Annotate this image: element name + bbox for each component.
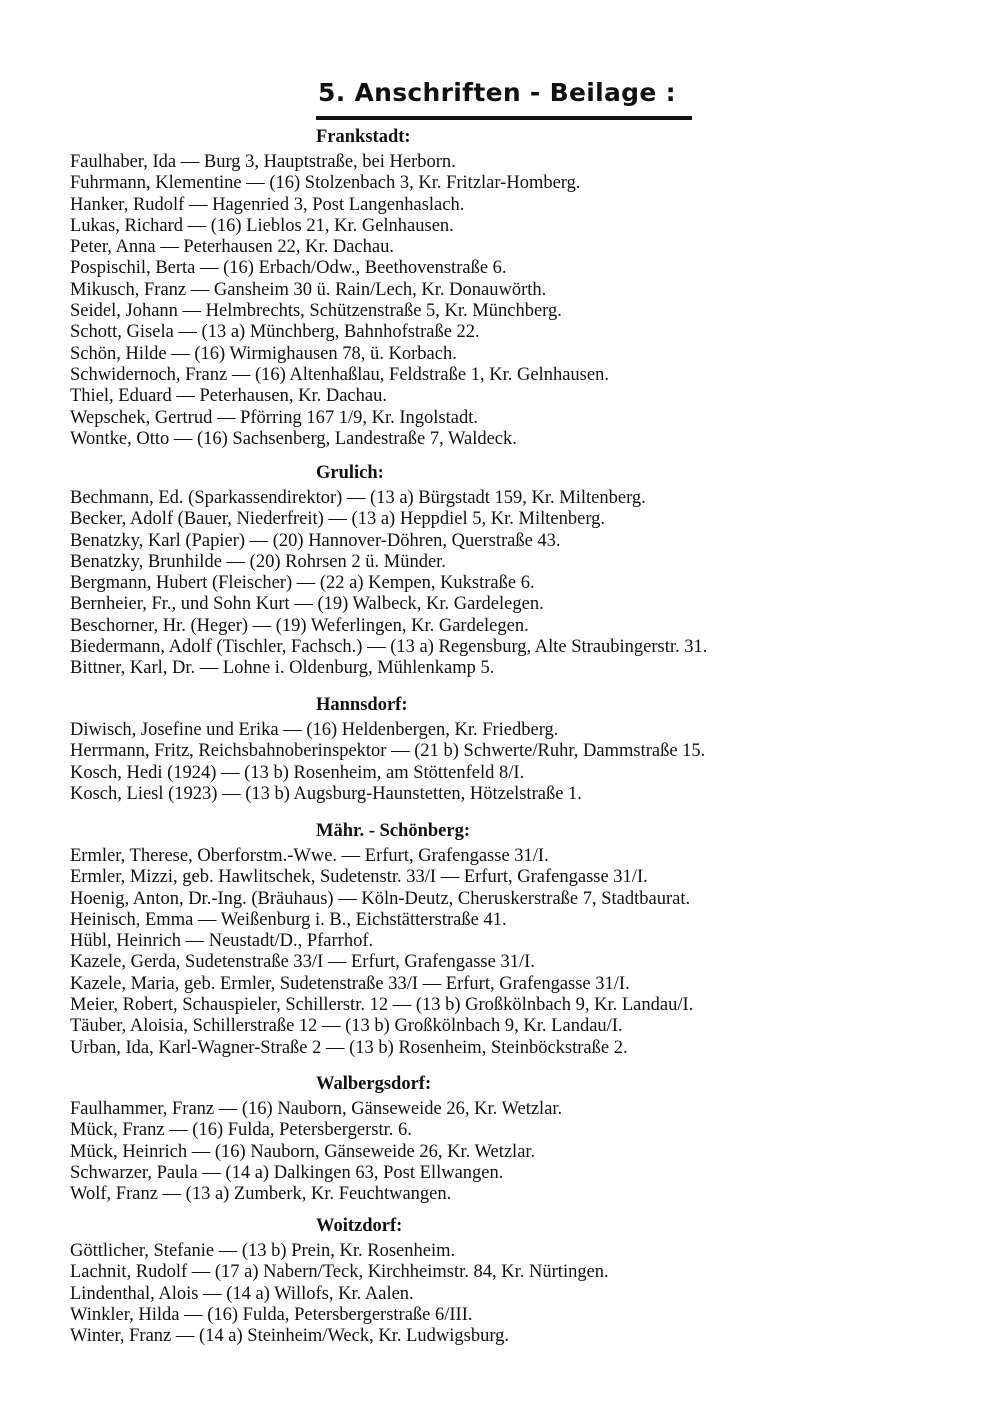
section-heading: Hannsdorf: [316, 695, 408, 715]
address-entry: Bechmann, Ed. (Sparkassendirektor) — (13 a) Bürgstadt 159, Kr. Miltenberg. [70, 488, 646, 508]
section-heading: Grulich: [316, 463, 384, 483]
address-entry: Hanker, Rudolf — Hagenried 3, Post Langenhaslach. [70, 194, 465, 215]
address-entry: Beschorner, Hr. (Heger) — (19) Weferlingen, Kr. Gardelegen. [70, 615, 529, 636]
section-heading: Walbergsdorf: [316, 1074, 432, 1094]
address-entry: Bittner, Karl, Dr. — Lohne i. Oldenburg, Mühlenkamp 5. [70, 658, 495, 679]
address-entry: Lukas, Richard — (16) Lieblos 21, Kr. Gelnhausen. [70, 215, 454, 236]
address-entry: Benatzky, Brunhilde — (20) Rohrsen 2 ü. Münder. [70, 551, 446, 572]
address-entry: Fuhrmann, Klementine — (16) Stolzenbach 3, Kr. Fritzlar-Homberg. [70, 173, 581, 194]
section-walbergsdorf [70, 1073, 970, 1205]
section-maehr-schoenberg [70, 820, 970, 1059]
address-entry: Schwidernoch, Franz — (16) Altenhaßlau, Feldstraße 1, Kr. Gelnhausen. [70, 364, 609, 385]
address-entry: Mück, Heinrich — (16) Nauborn, Gänseweide 26, Kr. Wetzlar. [70, 1141, 536, 1162]
address-entry: Ermler, Therese, Oberforstm.-Wwe. — Erfurt, Grafengasse 31/I. [70, 846, 549, 866]
address-entry: Pospischil, Berta — (16) Erbach/Odw., Beethovenstraße 6. [70, 258, 507, 279]
address-entry: Faulhaber, Ida — Burg 3, Hauptstraße, bei Herborn. [70, 152, 456, 172]
address-entry: Meier, Robert, Schauspieler, Schillerstr. 12 — (13 b) Großkölnbach 9, Kr. Landau/I. [70, 995, 694, 1016]
address-entry: Mikusch, Franz — Gansheim 30 ü. Rain/Lech, Kr. Donauwörth. [70, 279, 547, 300]
address-entry: Hoenig, Anton, Dr.-Ing. (Bräuhaus) — Köln-Deutz, Cheruskerstraße 7, Stadtbaurat. [70, 888, 691, 909]
address-entry: Becker, Adolf (Bauer, Niederfreit) — (13 a) Heppdiel 5, Kr. Miltenberg. [70, 509, 606, 530]
address-entry: Kazele, Gerda, Sudetenstraße 33/I — Erfurt, Grafengasse 31/I. [70, 952, 535, 973]
address-entry: Schön, Hilde — (16) Wirmighausen 78, ü. Korbach. [70, 343, 457, 364]
address-entry: Faulhammer, Franz — (16) Nauborn, Gänseweide 26, Kr. Wetzlar. [70, 1099, 563, 1119]
address-entry: Winter, Franz — (14 a) Steinheim/Weck, Kr. Ludwigsburg. [70, 1326, 510, 1347]
address-entry: Diwisch, Josefine und Erika — (16) Heldenbergen, Kr. Friedberg. [70, 720, 559, 740]
address-entry: Göttlicher, Stefanie — (13 b) Prein, Kr. Rosenheim. [70, 1241, 456, 1261]
address-entry: Mück, Franz — (16) Fulda, Petersbergerstr. 6. [70, 1120, 412, 1141]
address-entry: Lindenthal, Alois — (14 a) Willofs, Kr. Aalen. [70, 1283, 414, 1304]
address-entry: Seidel, Johann — Helmbrechts, Schützenstraße 5, Kr. Münchberg. [70, 301, 562, 322]
address-entry: Kosch, Liesl (1923) — (13 b) Augsburg-Haunstetten, Hötzelstraße 1. [70, 783, 582, 804]
address-entry: Urban, Ida, Karl-Wagner-Straße 2 — (13 b) Rosenheim, Steinböckstraße 2. [70, 1037, 628, 1058]
address-entry: Thiel, Eduard — Peterhausen, Kr. Dachau. [70, 386, 387, 407]
section-heading: Mähr. - Schönberg: [316, 821, 470, 841]
section-frankstadt [70, 126, 970, 450]
section-woitzdorf [70, 1215, 970, 1347]
address-entry: Wepschek, Gertrud — Pförring 167 1/9, Kr. Ingolstadt. [70, 407, 479, 428]
address-entry: Heinisch, Emma — Weißenburg i. B., Eichstätterstraße 41. [70, 909, 507, 930]
address-entry: Bernheier, Fr., und Sohn Kurt — (19) Walbeck, Kr. Gardelegen. [70, 594, 544, 615]
address-entry: Wolf, Franz — (13 a) Zumberk, Kr. Feuchtwangen. [70, 1184, 452, 1205]
address-entry: Bergmann, Hubert (Fleischer) — (22 a) Kempen, Kukstraße 6. [70, 573, 535, 594]
address-entry: Biedermann, Adolf (Tischler, Fachsch.) — (13 a) Regensburg, Alte Straubingerstr. 31. [70, 637, 708, 658]
section-heading: Woitzdorf: [316, 1216, 403, 1236]
address-entry: Hübl, Heinrich — Neustadt/D., Pfarrhof. [70, 931, 374, 952]
address-entry: Schwarzer, Paula — (14 a) Dalkingen 63, Post Ellwangen. [70, 1162, 504, 1183]
address-entry: Kosch, Hedi (1924) — (13 b) Rosenheim, am Stöttenfeld 8/I. [70, 762, 525, 783]
section-hannsdorf [70, 694, 970, 805]
address-entry: Peter, Anna — Peterhausen 22, Kr. Dachau. [70, 237, 394, 258]
address-entry: Lachnit, Rudolf — (17 a) Nabern/Teck, Kirchheimstr. 84, Kr. Nürtingen. [70, 1262, 609, 1283]
address-entry: Wontke, Otto — (16) Sachsenberg, Landestraße 7, Waldeck. [70, 428, 517, 449]
address-entry: Täuber, Aloisia, Schillerstraße 12 — (13 b) Großkölnbach 9, Kr. Landau/I. [70, 1016, 623, 1037]
address-entry: Winkler, Hilda — (16) Fulda, Petersbergerstraße 6/III. [70, 1304, 473, 1325]
section-heading: Frankstadt: [316, 127, 411, 147]
address-entry: Benatzky, Karl (Papier) — (20) Hannover-Döhren, Querstraße 43. [70, 530, 561, 551]
address-entry: Schott, Gisela — (13 a) Münchberg, Bahnhofstraße 22. [70, 322, 480, 343]
address-entry: Ermler, Mizzi, geb. Hawlitschek, Sudetenstr. 33/I — Erfurt, Grafengasse 31/I. [70, 867, 648, 888]
address-entry: Kazele, Maria, geb. Ermler, Sudetenstraße 33/I — Erfurt, Grafengasse 31/I. [70, 973, 630, 994]
title-underline [316, 116, 692, 120]
page-title: 5. Anschriften - Beilage : [318, 78, 676, 107]
address-entry: Herrmann, Fritz, Reichsbahnoberinspektor — (21 b) Schwerte/Ruhr, Dammstraße 15. [70, 741, 706, 762]
section-grulich [70, 462, 970, 680]
